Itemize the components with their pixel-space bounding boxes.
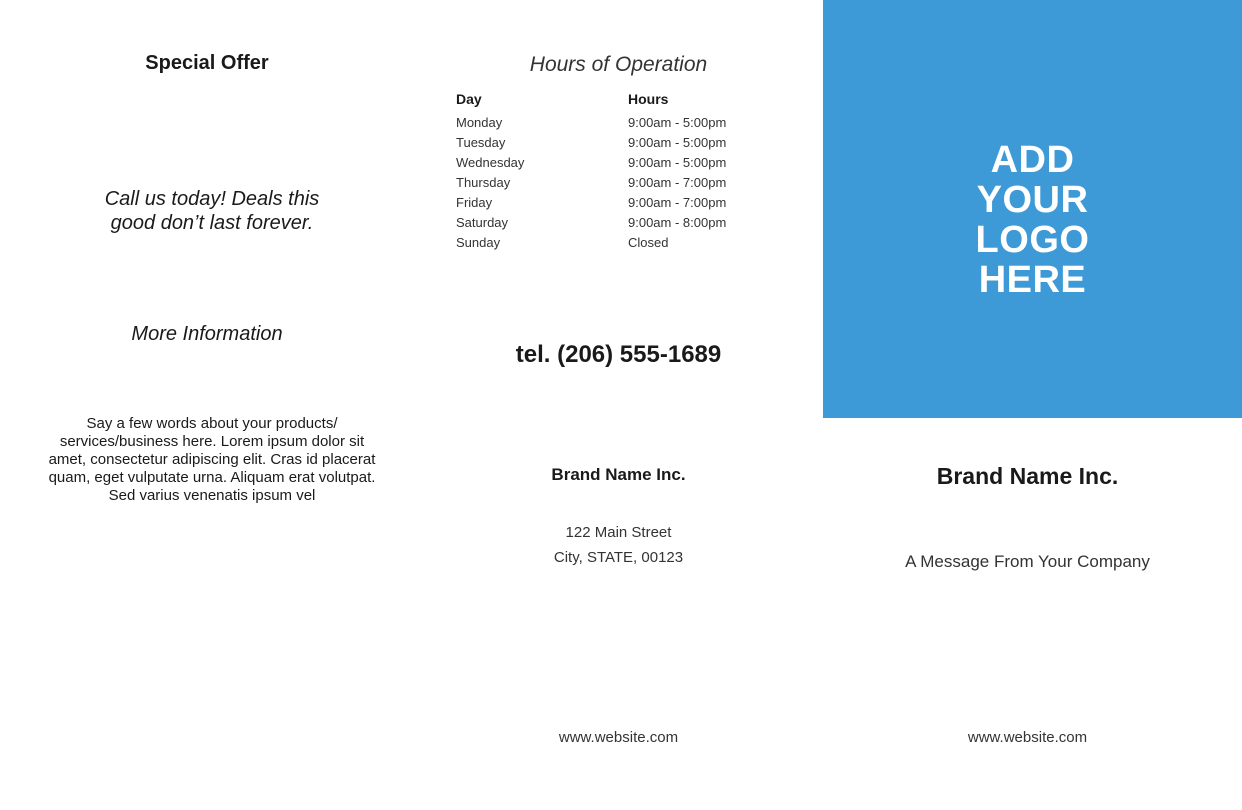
telephone-number: tel. (206) 555-1689 <box>515 341 722 368</box>
left-panel <box>0 0 414 810</box>
logo-line: ADD <box>990 139 1075 181</box>
address-line-2: City, STATE, 00123 <box>553 549 684 566</box>
hours-cell: 9:00am - 7:00pm <box>628 174 727 190</box>
table-row <box>456 152 786 172</box>
website-link-cover: www.website.com <box>967 729 1088 746</box>
hours-table-header-row <box>456 88 786 112</box>
table-row <box>456 112 786 132</box>
table-row <box>456 172 786 192</box>
about-business-text: Say a few words about your products/ services/business here. Lorem ipsum dolor sit amet, consectetur adipiscing elit. Cras id placerat quam, eget vulputate urna. Aliquam erat volutpat. Sed varius venenatis ipsum vel <box>48 415 376 504</box>
hours-cell: 9:00am - 8:00pm <box>628 214 727 230</box>
hours-cell: 9:00am - 7:00pm <box>628 194 727 210</box>
day-cell: Monday <box>456 114 503 130</box>
logo-line: YOUR <box>976 179 1089 221</box>
right-panel <box>823 0 1242 810</box>
hours-of-operation-title: Hours of Operation <box>529 53 708 76</box>
day-cell: Friday <box>456 194 493 210</box>
hours-cell: 9:00am - 5:00pm <box>628 154 727 170</box>
hours-column-header: Hours <box>628 91 669 107</box>
logo-line: LOGO <box>975 219 1090 261</box>
day-cell: Wednesday <box>456 154 525 170</box>
company-message: A Message From Your Company <box>905 552 1150 571</box>
day-cell: Saturday <box>456 214 509 230</box>
brand-name-cover: Brand Name Inc. <box>936 463 1119 489</box>
day-cell: Tuesday <box>456 134 506 150</box>
logo-placeholder <box>823 0 1242 418</box>
call-to-action-text: Call us today! Deals this good don’t last forever. <box>104 188 320 234</box>
day-column-header: Day <box>456 91 482 107</box>
day-cell: Thursday <box>456 174 511 190</box>
logo-line: HERE <box>978 259 1087 301</box>
brand-name: Brand Name Inc. <box>551 465 686 484</box>
table-row <box>456 212 786 232</box>
special-offer-title: Special Offer <box>145 52 269 74</box>
hours-cell: Closed <box>628 234 669 250</box>
day-cell: Sunday <box>456 234 501 250</box>
more-information-title: More Information <box>131 323 283 345</box>
address-line-1: 122 Main Street <box>565 524 672 541</box>
hours-cell: 9:00am - 5:00pm <box>628 134 727 150</box>
middle-panel <box>414 0 823 810</box>
website-link: www.website.com <box>558 729 679 746</box>
logo-placeholder-text <box>823 140 1242 300</box>
table-row <box>456 132 786 152</box>
hours-cell: 9:00am - 5:00pm <box>628 114 727 130</box>
table-row <box>456 232 786 252</box>
hours-table <box>456 88 786 252</box>
table-row <box>456 192 786 212</box>
